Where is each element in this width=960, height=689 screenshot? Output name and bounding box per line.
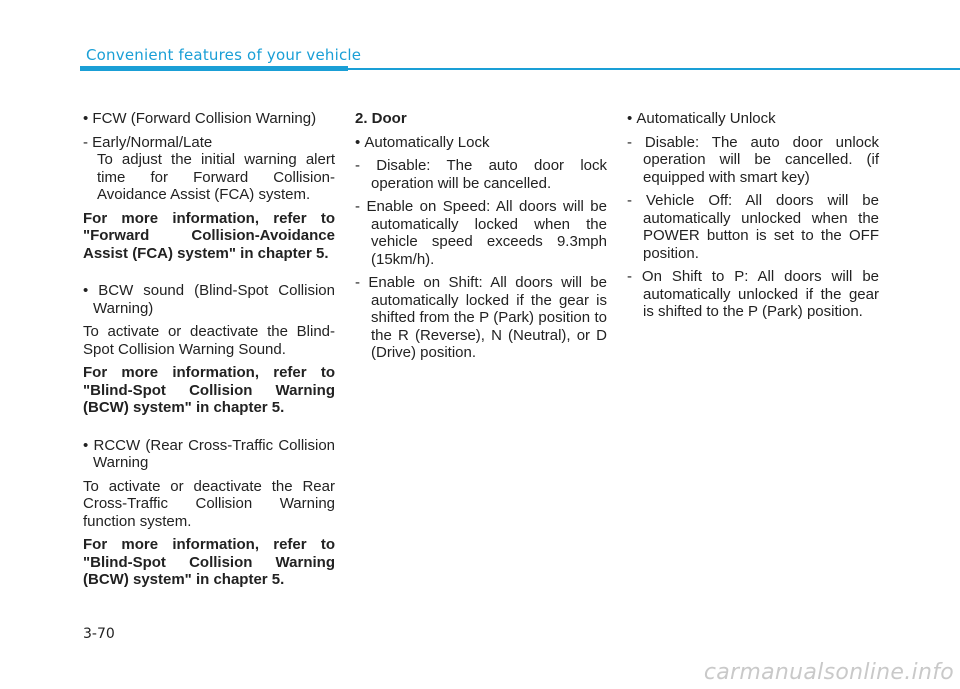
bcw-bullet: • BCW sound (Blind-Spot Collision Warning) <box>83 282 335 317</box>
auto-unlock-disable: - Disable: The auto door unlock operation will be cancelled. (if equipped with smart key) <box>627 133 879 186</box>
fcw-reference: For more information, refer to "Forward Collision-Avoidance Assist (FCA) system" in chapter 5. <box>83 209 335 262</box>
page-number: 3-70 <box>83 626 115 642</box>
header-title: Convenient features of your vehicle <box>86 46 362 64</box>
fcw-option: - Early/Normal/Late <box>83 133 213 151</box>
column-left <box>83 110 335 589</box>
rccw-reference: For more information, refer to "Blind-Spot Collision Warning (BCW) system" in chapter 5. <box>83 536 335 588</box>
bcw-description: To activate or deactivate the Blind-Spot Collision Warning Sound. <box>83 323 335 358</box>
auto-lock-enable-shift: - Enable on Shift: All doors will be automatically locked if the gear is shifted from the P (Park) position to the R (Reverse), N (Neutral), or D (Drive) position. <box>355 274 607 361</box>
column-right <box>627 110 879 321</box>
bcw-reference: For more information, refer to "Blind-Spot Collision Warning (BCW) system" in chapter 5. <box>83 364 335 416</box>
auto-lock-disable: - Disable: The auto door lock operation will be cancelled. <box>355 157 607 192</box>
column-middle <box>355 110 607 362</box>
door-heading: 2. Door <box>355 110 407 127</box>
auto-unlock-vehicle-off: - Vehicle Off: All doors will be automatically unlocked when the POWER button is set to the OFF position. <box>627 192 879 262</box>
header-bar <box>80 66 348 71</box>
watermark: carmanualsonline.info <box>703 660 954 685</box>
rccw-bullet: • RCCW (Rear Cross-Traffic Collision Warning <box>83 437 335 472</box>
auto-unlock-shift-to-p: - On Shift to P: All doors will be automatically unlocked if the gear is shifted to the P (Park) position. <box>627 268 879 320</box>
fcw-description: To adjust the initial warning alert time for Forward Collision-Avoidance Assist (FCA) system. <box>97 151 335 203</box>
fcw-bullet: • FCW (Forward Collision Warning) <box>83 110 335 128</box>
auto-lock-enable-speed: - Enable on Speed: All doors will be automatically locked when the vehicle speed exceeds 9.3mph (15km/h). <box>355 198 607 268</box>
auto-unlock-bullet: • Automatically Unlock <box>627 110 879 128</box>
rccw-description: To activate or deactivate the Rear Cross-Traffic Collision Warning function system. <box>83 477 335 530</box>
auto-lock-bullet: • Automatically Lock <box>355 134 607 152</box>
header-line <box>348 68 960 70</box>
